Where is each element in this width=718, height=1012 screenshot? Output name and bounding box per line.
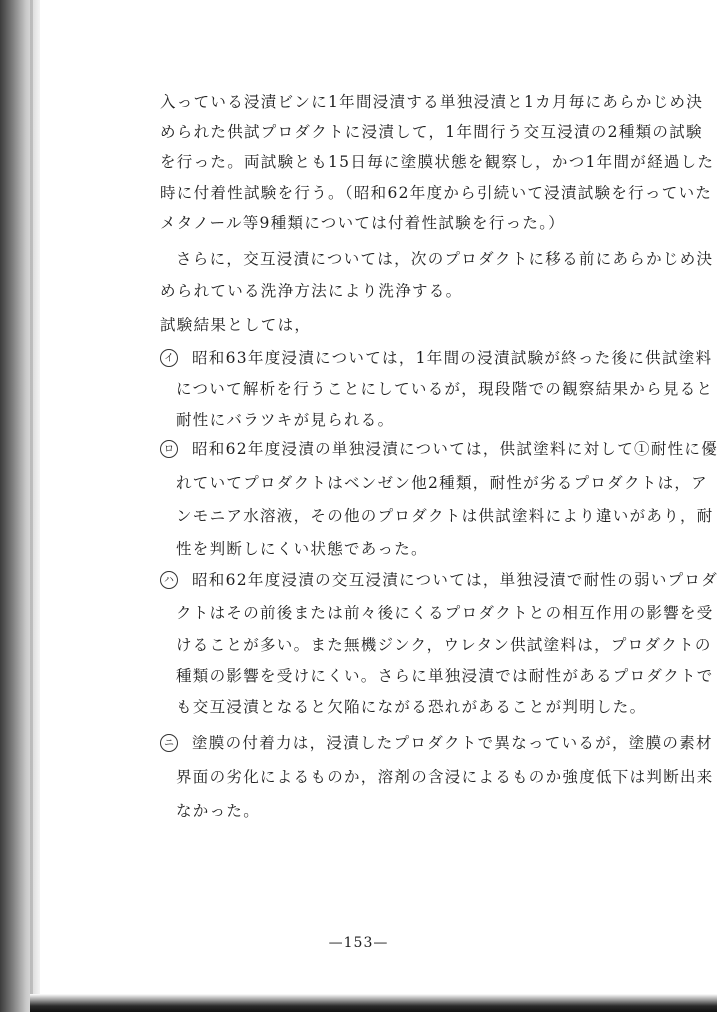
book-spine-shadow <box>0 0 40 1012</box>
text-line: められた供試プロダクトに浸漬して，1年間行う交互浸漬の2種類の試験 <box>160 123 703 141</box>
spine-edge-line <box>30 0 33 1012</box>
text-line: められている洗浄方法により洗浄する。 <box>160 282 463 300</box>
page-number: —153— <box>328 935 389 951</box>
text-line: 時に付着性試験を行う。（昭和62年度から引続いて浸漬試験を行っていた <box>160 184 713 202</box>
list-marker-ro: ロ <box>160 440 178 458</box>
text-line: 種類の影響を受けにくい。さらに単独浸漬では耐性があるプロダクトで <box>176 667 714 685</box>
text-line: 昭和62年度浸漬の単独浸漬については，供試塗料に対して①耐性に優 <box>192 440 718 458</box>
text-line: 昭和63年度浸漬については，1年間の浸漬試験が終った後に供試塗料 <box>192 349 713 367</box>
list-marker-ha: ハ <box>160 571 178 589</box>
scan-bottom-edge <box>30 994 717 1012</box>
text-line: 昭和62年度浸漬の交互浸漬については，単独浸漬で耐性の弱いプロダ <box>192 571 718 589</box>
text-line: さらに，交互浸漬については，次のプロダクトに移る前にあらかじめ決 <box>176 250 714 268</box>
text-line: 性を判断しにくい状態であった。 <box>176 540 428 558</box>
text-line: 塗膜の付着力は，浸漬したプロダクトで異なっているが，塗膜の素材 <box>192 734 713 752</box>
text-line: について解析を行うことにしているが，現段階での観察結果から見ると <box>176 380 714 398</box>
text-line: けることが多い。また無機ジンク，ウレタン供試塗料は，プロダクトの <box>176 636 712 654</box>
text-line: ンモニア水溶液，その他のプロダクトは供試塗料により違いがあり，耐 <box>176 507 714 525</box>
text-line: 入っている浸漬ビンに1年間浸漬する単独浸漬と1カ月毎にあらかじめ決 <box>160 93 704 111</box>
text-line: 界面の劣化によるものか，溶剤の含浸によるものか強度低下は判断出来 <box>176 768 714 786</box>
text-line: なかった。 <box>176 802 261 820</box>
list-marker-i: イ <box>160 349 178 367</box>
text-line: メタノール等9種類については付着性試験を行った。） <box>160 214 566 232</box>
text-line: 試験結果としては， <box>160 316 312 334</box>
text-line: れていてプロダクトはベンゼン他2種類，耐性が劣るプロダクトは，ア <box>176 474 708 492</box>
text-line: を行った。両試験とも15日毎に塗膜状態を観察し，かつ1年間が経過した <box>160 153 715 171</box>
text-line: も交互浸漬となると欠陥にながる恐れがあることが判明した。 <box>176 698 647 716</box>
list-marker-ni: ニ <box>160 734 178 752</box>
text-line: クトはその前後または前々後にくるプロダクトとの相互作用の影響を受 <box>176 604 714 622</box>
text-line: 耐性にバラツキが見られる。 <box>176 411 395 429</box>
